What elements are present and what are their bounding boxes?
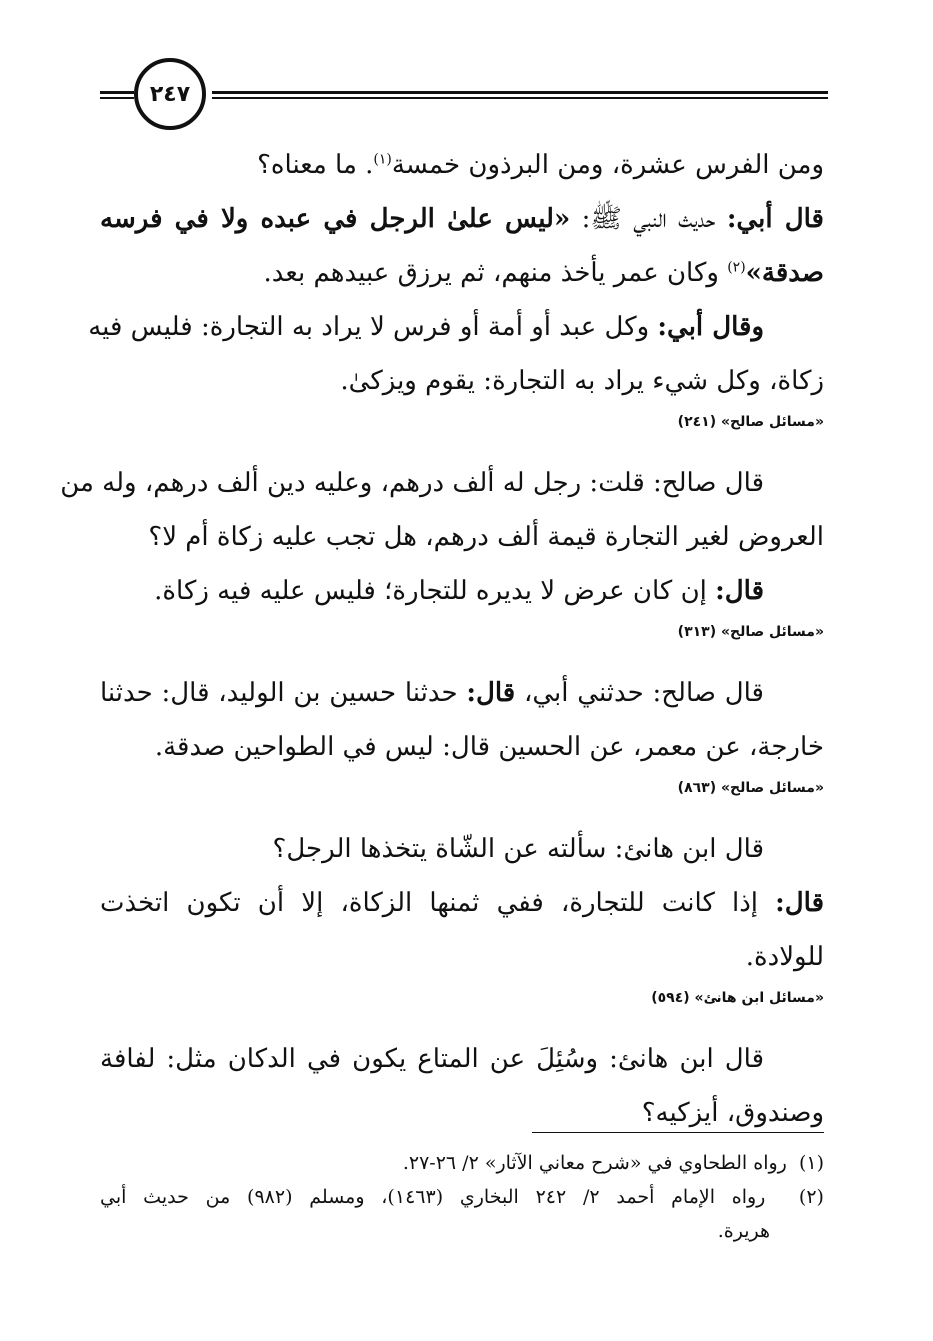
- text-run: قال صالح: قلت: رجل له ألف درهم، وعليه دين ألف درهم، وله من: [60, 468, 764, 498]
- header-rule-left-thick: [100, 91, 134, 94]
- paragraph-8-line-1: [100, 876, 824, 930]
- source-citation-3: «مسائل صالح» (٨٦٣): [677, 780, 824, 796]
- page-number-badge: [134, 58, 206, 130]
- speaker-label: قال:: [715, 576, 764, 606]
- footnote-ref-2: (٢): [727, 259, 746, 276]
- paragraph-4-line-1: [60, 456, 824, 510]
- text-run: حدثنا حسين بن الوليد، قال: حدثنا: [100, 678, 467, 708]
- footnote-text: رواه الإمام أحمد ٢/ ٢٤٢ البخاري (١٤٦٣)، ومسلم (٩٨٢) من حديث أبي: [100, 1186, 766, 1208]
- header-rule-right-thin: [212, 97, 828, 99]
- paragraph-5-line-1: [100, 564, 824, 618]
- text-run: قال ابن هانئ: وسُئِلَ عن المتاع يكون في الدكان مثل: لفافة: [100, 1044, 764, 1074]
- page-number: ٢٤٧: [149, 81, 191, 107]
- text-run: ومن الفرس عشرة، ومن البرذون خمسة: [391, 150, 824, 180]
- source-citation-2: «مسائل صالح» (٣١٣): [677, 624, 824, 640]
- footnote-ref-1: (١): [373, 151, 392, 168]
- text-run: وصندوق، أيزكيه؟: [641, 1098, 824, 1128]
- footnote-separator: [532, 1132, 824, 1133]
- text-run: . ما معناه؟: [257, 150, 374, 180]
- paragraph-1-line-1: [100, 138, 824, 192]
- paragraph-8-line-2: [100, 930, 824, 984]
- text-run: وكل عبد أو أمة أو فرس لا يراد به التجارة: فليس فيه: [88, 312, 658, 342]
- header-rule-left-thin: [100, 97, 134, 99]
- text-run: قال صالح: حدثني أبي،: [515, 678, 764, 708]
- text-run: العروض لغير التجارة قيمة ألف درهم، هل تجب عليه زكاة أم لا؟: [148, 522, 824, 552]
- paragraph-7-line-1: [100, 822, 824, 876]
- text-run: قال ابن هانئ: سألته عن الشّاة يتخذها الرجل؟: [272, 834, 764, 864]
- paragraph-4-line-2: [100, 510, 824, 564]
- speaker-label: وقال أبي:: [657, 312, 764, 342]
- page-header: [100, 52, 828, 152]
- text-run: للولادة.: [745, 942, 824, 972]
- paragraph-2-line-1: [100, 192, 824, 246]
- paragraph-3-line-1: [88, 300, 824, 354]
- text-run: وكان عمر يأخذ منهم، ثم يرزق عبيدهم بعد.: [263, 258, 728, 288]
- text-run: حديث النبي ﷺ:: [570, 204, 727, 234]
- paragraph-3-line-2: [100, 354, 824, 408]
- speaker-label: قال:: [775, 888, 824, 918]
- text-run: زكاة، وكل شيء يراد به التجارة: يقوم ويزكىٰ.: [340, 366, 824, 396]
- text-run: إن كان عرض لا يديره للتجارة؛ فليس عليه فيه زكاة.: [154, 576, 716, 606]
- hadith-quote: «ليس علىٰ الرجل في عبده ولا في فرسه: [100, 204, 571, 234]
- paragraph-6-line-2: [100, 720, 824, 774]
- footnote-number: (١): [798, 1152, 824, 1174]
- hadith-quote-end: صدقة»: [745, 258, 824, 288]
- footnote-1: [100, 1146, 824, 1180]
- footnote-text: هريرة.: [717, 1220, 770, 1242]
- speaker-label: قال أبي:: [726, 204, 824, 234]
- footnote-text: رواه الطحاوي في «شرح معاني الآثار» ٢/ ٢٦-٢٧.: [402, 1152, 787, 1174]
- text-run: إذا كانت للتجارة، ففي ثمنها الزكاة، إلا أن تكون اتخذت: [100, 888, 776, 918]
- footnote-2-line-1: [100, 1180, 824, 1214]
- paragraph-9-line-1: [100, 1032, 824, 1086]
- footnote-number: (٢): [798, 1186, 824, 1208]
- source-citation-4: «مسائل ابن هانئ» (٥٩٤): [651, 990, 824, 1006]
- footnotes: [100, 1146, 824, 1248]
- speaker-label: قال:: [466, 678, 516, 708]
- paragraph-6-line-1: [100, 666, 824, 720]
- text-run: خارجة، عن معمر، عن الحسين قال: ليس في الطواحين صدقة.: [154, 732, 824, 762]
- footnote-2-line-2: [100, 1214, 824, 1248]
- source-citation-1: «مسائل صالح» (٢٤١): [677, 414, 824, 430]
- header-rule-right-thick: [212, 91, 828, 94]
- main-text: [60, 138, 824, 1140]
- paragraph-2-line-2: [100, 246, 824, 300]
